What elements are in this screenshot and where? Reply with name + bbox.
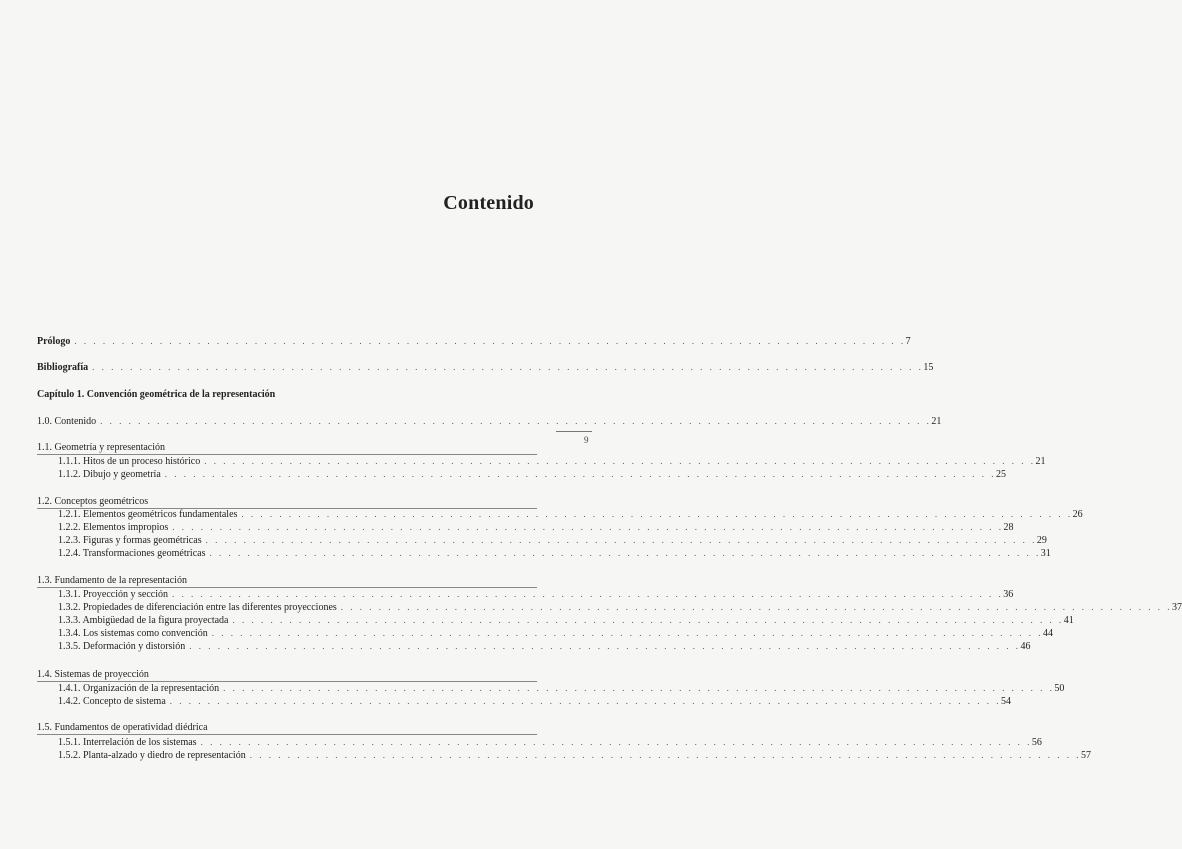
- toc-entry-label: 1.5.2. Planta-alzado y diedro de representación: [58, 750, 246, 761]
- page-number-rule: [556, 431, 592, 432]
- dot-leader: . . . . . . . . . . . . . . . . . . . . . . . . . . . . . . . . . . . . . . . . . . . . . . . . . . . . . . . . . . . . . . . . . . . . . . . . . . . . . . . . . . . . . . . .: [211, 628, 1043, 638]
- toc-entry[interactable]: [58, 521, 1014, 534]
- toc-entry-page: 7: [905, 336, 911, 347]
- toc-entry-page: 25: [996, 469, 1007, 480]
- dot-leader: . . . . . . . . . . . . . . . . . . . . . . . . . . . . . . . . . . . . . . . . . . . . . . . . . . . . . . . . . . . . . . . . . . . . . . . . . . . . . . . . . . . . . . . .: [164, 469, 997, 479]
- dot-leader: . . . . . . . . . . . . . . . . . . . . . . . . . . . . . . . . . . . . . . . . . . . . . . . . . . . . . . . . . . . . . . . . . . . . . . . . . . . . . . . . . . . . . . . .: [249, 750, 1081, 760]
- toc-entry-page: 41: [1063, 615, 1074, 626]
- toc-entry-page: 26: [1072, 509, 1083, 520]
- toc-entry-label: 1.3.4. Los sistemas como convención: [58, 628, 208, 639]
- toc-entry-page: 37: [1172, 602, 1182, 613]
- dot-leader: . . . . . . . . . . . . . . . . . . . . . . . . . . . . . . . . . . . . . . . . . . . . . . . . . . . . . . . . . . . . . . . . . . . . . . . . . . . . . . . . . . . . . . . .: [74, 336, 906, 346]
- toc-entry[interactable]: [58, 508, 1083, 521]
- toc-entry-page: 46: [1020, 641, 1031, 652]
- toc-entry-page: 50: [1054, 683, 1065, 694]
- toc-entry-page: 29: [1036, 535, 1047, 546]
- section-divider: [37, 734, 537, 735]
- toc-entry-page: 36: [1003, 589, 1014, 600]
- chapter-heading[interactable]: Capítulo 1. Convención geométrica de la representación: [37, 389, 276, 400]
- toc-entry-label: Prólogo: [37, 336, 71, 347]
- dot-leader: . . . . . . . . . . . . . . . . . . . . . . . . . . . . . . . . . . . . . . . . . . . . . . . . . . . . . . . . . . . . . . . . . . . . . . . . . . . . . . . . . . . . . . . .: [100, 416, 932, 426]
- toc-entry[interactable]: [58, 736, 1042, 749]
- toc-entry[interactable]: [58, 455, 1046, 468]
- page-title: Contenido: [443, 192, 534, 214]
- toc-entry-label: Bibliografía: [37, 362, 89, 373]
- toc-entry[interactable]: [58, 640, 1031, 653]
- toc-entry-page: 15: [923, 362, 934, 373]
- dot-leader: . . . . . . . . . . . . . . . . . . . . . . . . . . . . . . . . . . . . . . . . . . . . . . . . . . . . . . . . . . . . . . . . . . . . . . . . . . . . . . . . . . . . . . . .: [189, 641, 1021, 651]
- toc-entry-bibliografia[interactable]: [37, 361, 934, 374]
- toc-entry-page: 21: [1035, 456, 1046, 467]
- toc-entry-label: 1.0. Contenido: [37, 416, 97, 427]
- toc-entry[interactable]: [58, 601, 1182, 614]
- dot-leader: . . . . . . . . . . . . . . . . . . . . . . . . . . . . . . . . . . . . . . . . . . . . . . . . . . . . . . . . . . . . . . . . . . . . . . . . . . . . . . . . . . . . . . . .: [232, 615, 1064, 625]
- toc-entry[interactable]: [58, 468, 1007, 481]
- dot-leader: . . . . . . . . . . . . . . . . . . . . . . . . . . . . . . . . . . . . . . . . . . . . . . . . . . . . . . . . . . . . . . . . . . . . . . . . . . . . . . . . . . . . . . . .: [209, 548, 1041, 558]
- toc-entry-label: 1.2.2. Elementos impropios: [58, 522, 169, 533]
- toc-entry-label: 1.4.2. Concepto de sistema: [58, 696, 166, 707]
- dot-leader: . . . . . . . . . . . . . . . . . . . . . . . . . . . . . . . . . . . . . . . . . . . . . . . . . . . . . . . . . . . . . . . . . . . . . . . . . . . . . . . . . . . . . . . .: [92, 362, 924, 372]
- toc-entry-contenido[interactable]: [37, 415, 942, 428]
- toc-entry-label: 1.3.5. Deformación y distorsión: [58, 641, 186, 652]
- section-heading[interactable]: 1.1. Geometría y representación: [37, 442, 166, 453]
- dot-leader: . . . . . . . . . . . . . . . . . . . . . . . . . . . . . . . . . . . . . . . . . . . . . . . . . . . . . . . . . . . . . . . . . . . . . . . . . . . . . . . . . . . . . . . .: [204, 456, 1036, 466]
- toc-entry-prologo[interactable]: [37, 335, 911, 348]
- toc-entry[interactable]: [58, 534, 1047, 547]
- toc-entry-label: 1.3.3. Ambigüedad de la figura proyectada: [58, 615, 229, 626]
- toc-entry-label: 1.3.1. Proyección y sección: [58, 589, 168, 600]
- page-number: 9: [584, 435, 589, 445]
- dot-leader: . . . . . . . . . . . . . . . . . . . . . . . . . . . . . . . . . . . . . . . . . . . . . . . . . . . . . . . . . . . . . . . . . . . . . . . . . . . . . . . . . . . . . . . .: [223, 683, 1055, 693]
- toc-entry-label: 1.3.2. Propiedades de diferenciación entre las diferentes proyecciones: [58, 602, 337, 613]
- toc-entry-label: 1.1.2. Dibujo y geometría: [58, 469, 161, 480]
- toc-entry-label: 1.2.1. Elementos geométricos fundamentales: [58, 509, 238, 520]
- toc-entry[interactable]: [58, 547, 1051, 560]
- toc-entry[interactable]: [58, 588, 1014, 601]
- toc-entry-page: 31: [1040, 548, 1051, 559]
- toc-entry-label: 1.2.4. Transformaciones geométricas: [58, 548, 206, 559]
- dot-leader: . . . . . . . . . . . . . . . . . . . . . . . . . . . . . . . . . . . . . . . . . . . . . . . . . . . . . . . . . . . . . . . . . . . . . . . . . . . . . . . . . . . . . . . .: [241, 509, 1073, 519]
- toc-entry-label: 1.4.1. Organización de la representación: [58, 683, 220, 694]
- dot-leader: . . . . . . . . . . . . . . . . . . . . . . . . . . . . . . . . . . . . . . . . . . . . . . . . . . . . . . . . . . . . . . . . . . . . . . . . . . . . . . . . . . . . . . . .: [169, 696, 1002, 706]
- toc-entry[interactable]: [58, 695, 1012, 708]
- section-heading[interactable]: 1.4. Sistemas de proyección: [37, 669, 149, 680]
- toc-entry-page: 28: [1003, 522, 1014, 533]
- section-heading[interactable]: 1.2. Conceptos geométricos: [37, 496, 149, 507]
- dot-leader: . . . . . . . . . . . . . . . . . . . . . . . . . . . . . . . . . . . . . . . . . . . . . . . . . . . . . . . . . . . . . . . . . . . . . . . . . . . . . . . . . . . . . . . .: [205, 535, 1037, 545]
- toc-entry-page: 56: [1031, 737, 1042, 748]
- toc-entry[interactable]: [58, 614, 1074, 627]
- toc-entry-page: 57: [1080, 750, 1091, 761]
- section-heading[interactable]: 1.5. Fundamentos de operatividad diédrica: [37, 722, 208, 733]
- toc-entry-page: 54: [1001, 696, 1012, 707]
- toc-entry[interactable]: [58, 627, 1053, 640]
- toc-entry-page: 44: [1042, 628, 1053, 639]
- section-heading[interactable]: 1.3. Fundamento de la representación: [37, 575, 187, 586]
- toc-entry[interactable]: [58, 749, 1091, 762]
- toc-entry[interactable]: [58, 682, 1065, 695]
- toc-entry-page: 21: [931, 416, 942, 427]
- toc-entry-label: 1.1.1. Hitos de un proceso histórico: [58, 456, 201, 467]
- dot-leader: . . . . . . . . . . . . . . . . . . . . . . . . . . . . . . . . . . . . . . . . . . . . . . . . . . . . . . . . . . . . . . . . . . . . . . . . . . . . . . . . . . . . . . . .: [200, 737, 1032, 747]
- dot-leader: . . . . . . . . . . . . . . . . . . . . . . . . . . . . . . . . . . . . . . . . . . . . . . . . . . . . . . . . . . . . . . . . . . . . . . . . . . . . . . . . . . . . . . . .: [171, 589, 1004, 599]
- toc-entry-label: 1.2.3. Figuras y formas geométricas: [58, 535, 202, 546]
- dot-leader: . . . . . . . . . . . . . . . . . . . . . . . . . . . . . . . . . . . . . . . . . . . . . . . . . . . . . . . . . . . . . . . . . . . . . . . . . . . . . . . . . . . . . . . .: [340, 602, 1173, 612]
- dot-leader: . . . . . . . . . . . . . . . . . . . . . . . . . . . . . . . . . . . . . . . . . . . . . . . . . . . . . . . . . . . . . . . . . . . . . . . . . . . . . . . . . . . . . . . .: [172, 522, 1004, 532]
- toc-entry-label: 1.5.1. Interrelación de los sistemas: [58, 737, 197, 748]
